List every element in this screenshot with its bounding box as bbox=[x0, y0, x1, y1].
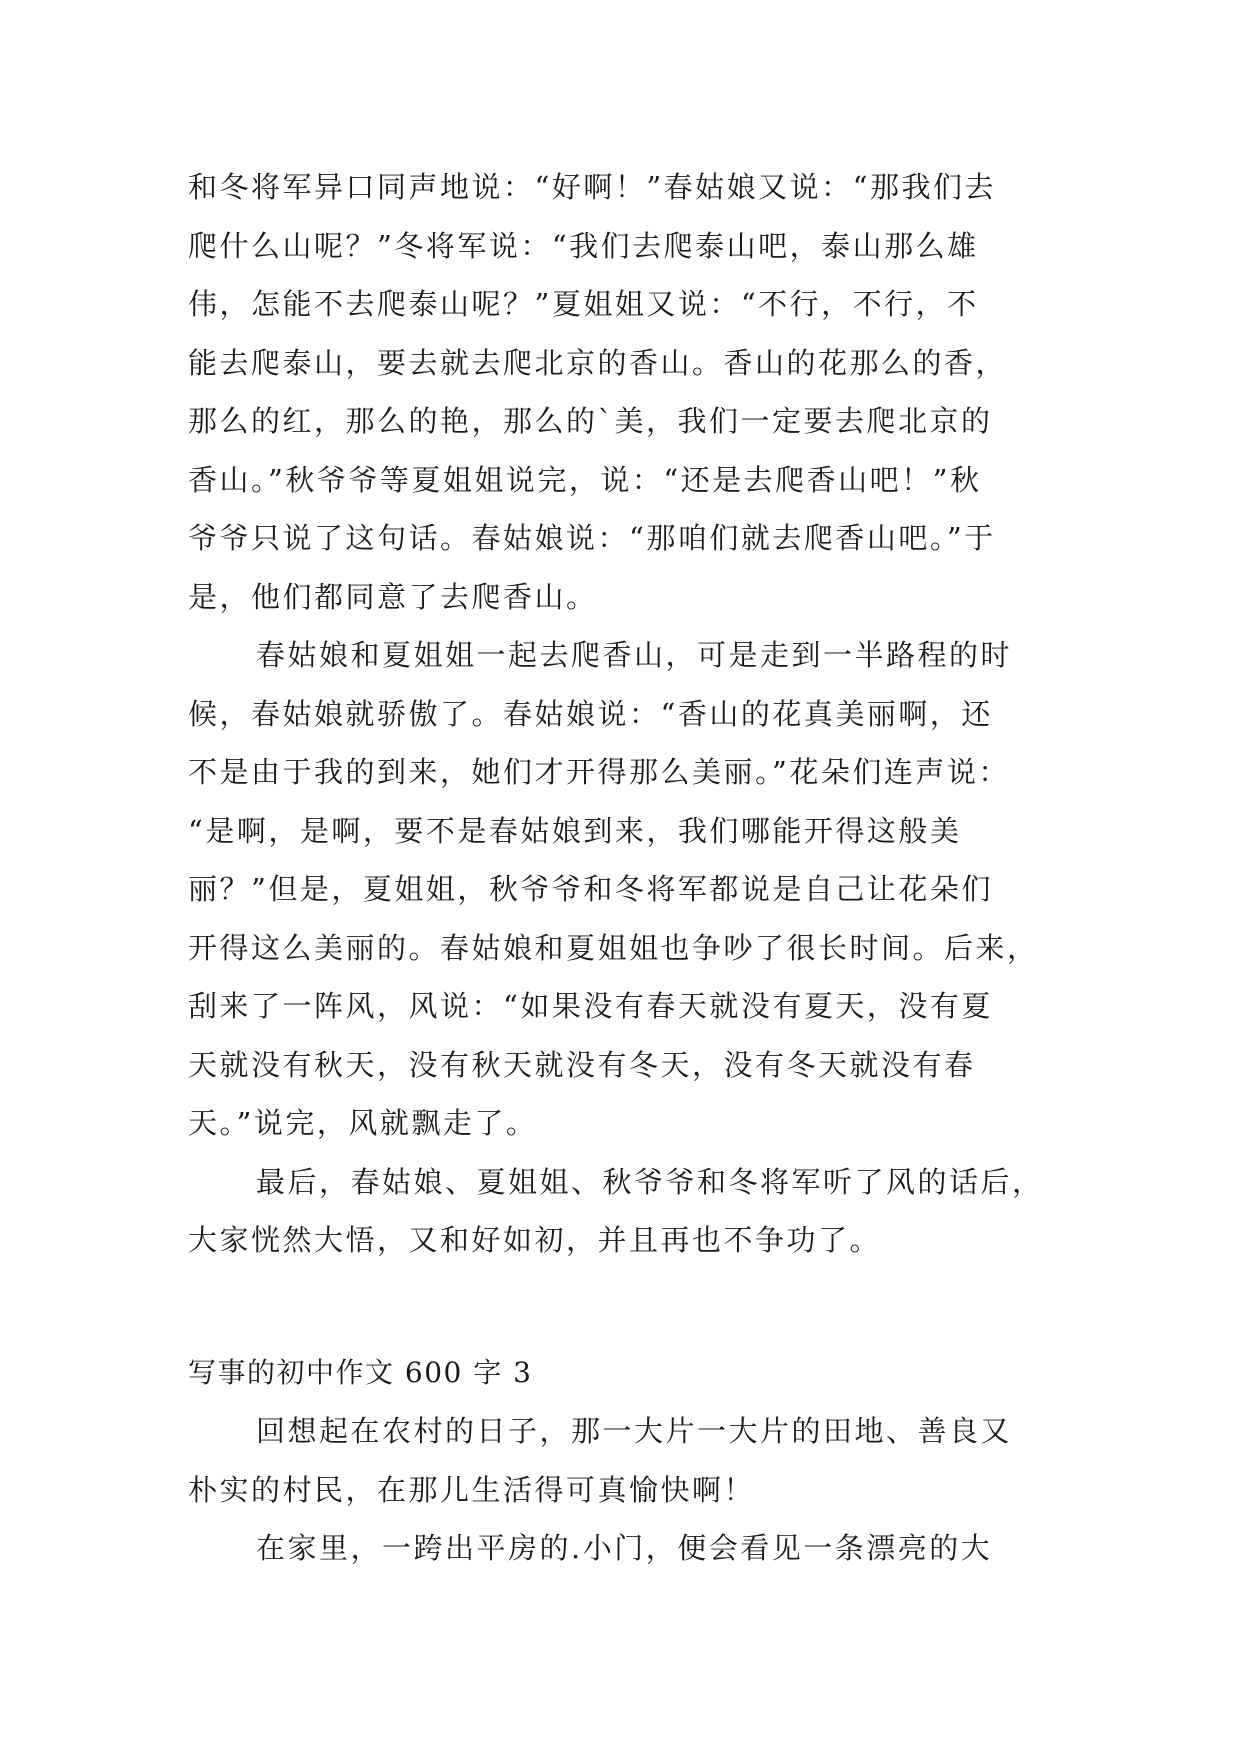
text-line: “是啊，是啊，要不是春姑娘到来，我们哪能开得这般美 bbox=[188, 813, 962, 848]
text-line: 和冬将军异口同声地说：“好啊！”春姑娘又说：“那我们去 bbox=[188, 170, 996, 204]
text-line: 开得这么美丽的。春姑娘和夏姐姐也争吵了很长时间。后来， bbox=[188, 930, 1039, 965]
text-line: 不是由于我的到来，她们才开得那么美丽。”花朵们连声说： bbox=[188, 755, 1010, 789]
text-line: 香山。”秋爷爷等夏姐姐说完，说：“还是去爬香山吧！”秋 bbox=[188, 462, 982, 497]
paragraph-climbing-xiangshan bbox=[188, 626, 1068, 1153]
text-line: 能去爬泰山，要去就去爬北京的香山。香山的花那么的香， bbox=[188, 345, 1008, 380]
section-heading: 写事的初中作文 600 字 3 bbox=[188, 1355, 533, 1389]
text-line: 丽？”但是，夏姐姐，秋爷爷和冬将军都说是自己让花朵们 bbox=[188, 872, 993, 906]
text-line: 回想起在农村的日子，那一大片一大片的田地、善良又 bbox=[256, 1414, 1013, 1448]
text-line: 刮来了一阵风，风说：“如果没有春天就没有夏天，没有夏 bbox=[188, 989, 993, 1023]
paragraph-story-continuation bbox=[188, 158, 1068, 626]
text-line: 天。”说完，风就飘走了。 bbox=[188, 1106, 538, 1140]
text-line: 朴实的村民，在那儿生活得可真愉快啊！ bbox=[188, 1472, 756, 1507]
text-line: 候，春姑娘就骄傲了。春姑娘说：“香山的花真美丽啊，还 bbox=[188, 696, 993, 731]
text-line: 天就没有秋天，没有秋天就没有冬天，没有冬天就没有春 bbox=[188, 1047, 976, 1082]
text-line: 最后，春姑娘、夏姐姐、秋爷爷和冬将军听了风的话后， bbox=[256, 1164, 1044, 1199]
text-line: 是，他们都同意了去爬香山。 bbox=[188, 579, 598, 614]
document-body bbox=[188, 158, 1068, 1578]
paragraph-village-memories bbox=[188, 1402, 1068, 1519]
text-line: 在家里，一跨出平房的.小门，便会看见一条漂亮的大 bbox=[256, 1531, 993, 1565]
text-line: 那么的红，那么的艳，那么的`美，我们一定要去爬北京的 bbox=[188, 404, 993, 438]
section-spacer bbox=[188, 1270, 1068, 1344]
paragraph-conclusion bbox=[188, 1153, 1068, 1270]
text-line: 春姑娘和夏姐姐一起去爬香山，可是走到一半路程的时 bbox=[256, 638, 1013, 672]
text-line: 爬什么山呢？”冬将军说：“我们去爬泰山吧，泰山那么雄 bbox=[188, 228, 979, 263]
paragraph-at-home bbox=[188, 1519, 1068, 1578]
text-line: 伟，怎能不去爬泰山呢？”夏姐姐又说：“不行，不行，不 bbox=[188, 287, 979, 321]
text-line: 爷爷只说了这句话。春姑娘说：“那咱们就去爬香山吧。”于 bbox=[188, 521, 996, 555]
text-line: 大家恍然大悟，又和好如初，并且再也不争功了。 bbox=[188, 1223, 882, 1257]
